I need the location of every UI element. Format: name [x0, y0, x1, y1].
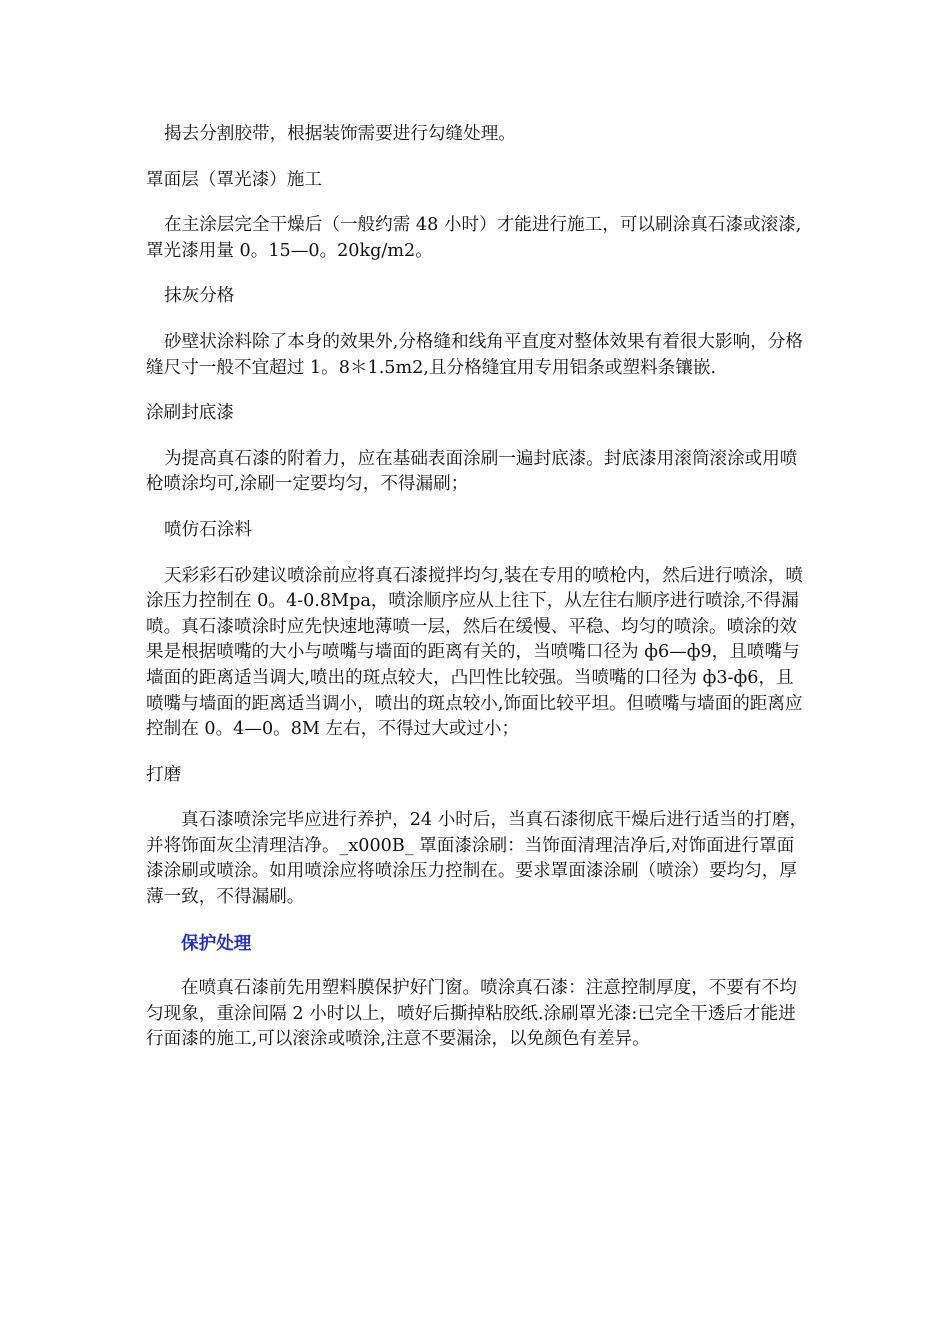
heading-plaster-division: 抹灰分格: [164, 286, 235, 307]
paragraph-primer-details: 为提高真石漆的附着力，应在基础表面涂刷一遍封底漆。封底漆用滚筒滚涂或用喷枪喷涂均可,涂刷一定要均匀，不得漏刷；: [146, 448, 798, 495]
heading-spray-stone-coating: 喷仿石涂料: [164, 519, 252, 540]
paragraph-grout-processing: 揭去分割胶带，根据装饰需要进行勾缝处理。: [164, 124, 516, 144]
heading-sanding: 打磨: [146, 764, 182, 785]
heading-protection: 保护处理: [181, 932, 252, 954]
paragraph-topcoat-details: 在主涂层完全干燥后（一般约需 48 小时）才能进行施工，可以刷涂真石漆或滚漆,罩光漆用量 0。15—0。20kg/m2。: [146, 215, 802, 261]
paragraph-spray-details: 天彩彩石砂建议喷涂前应将真石漆搅拌均匀,装在专用的喷枪内，然后进行喷涂，喷涂压力控制在 0。4-0.8Mpa，喷涂顺序应从上往下，从左往右顺序进行喷涂,不得漏喷。真石漆喷涂时应先快速地薄喷一层，然后在缓慢、平稳、均匀的喷涂。喷涂的效果是根据喷嘴的大小与喷嘴与墙面的距离有关的，当喷嘴口径为 ф6—ф9，且喷嘴与墙面的距离适当调大,喷出的斑点较大，凸凹性比较强。当喷嘴的口径为 ф3-ф6，且喷嘴与墙面的距离适当调小，喷出的斑点较小,饰面比较平坦。但喷嘴与墙面的距离应控制在 0。4—0。8M 左右，不得过大或过小；: [146, 565, 803, 740]
paragraph-division-joints: 砂壁状涂料除了本身的效果外,分格缝和线角平直度对整体效果有着很大影响，分格缝尺寸一般不宜超过 1。8＊1.5m2,且分格缝宜用专用铝条或塑料条镶嵌.: [146, 331, 803, 378]
document-page: [146, 122, 808, 1073]
heading-primer-coat: 涂刷封底漆: [146, 403, 234, 424]
paragraph-sanding-details: 真石漆喷涂完毕应进行养护，24 小时后，当真石漆彻底干燥后进行适当的打磨，并将饰面灰尘清理洁净。_x000B_ 罩面漆涂刷：当饰面清理洁净后,对饰面进行罩面漆涂刷或喷涂。如用喷涂应将喷涂压力控制在。要求罩面漆涂刷（喷涂）要均匀，厚薄一致，不得漏刷。: [146, 810, 808, 908]
paragraph-protection-details: 在喷真石漆前先用塑料膜保护好门窗。喷涂真石漆：注意控制厚度，不要有不均匀现象，重涂间隔 2 小时以上，喷好后撕掉粘胶纸.涂刷罩光漆:已完全干透后才能进行面漆的施工,可以滚涂或喷涂,注意不要漏涂，以免颜色有差异。: [146, 978, 797, 1050]
heading-topcoat-construction: 罩面层（罩光漆）施工: [146, 169, 322, 190]
